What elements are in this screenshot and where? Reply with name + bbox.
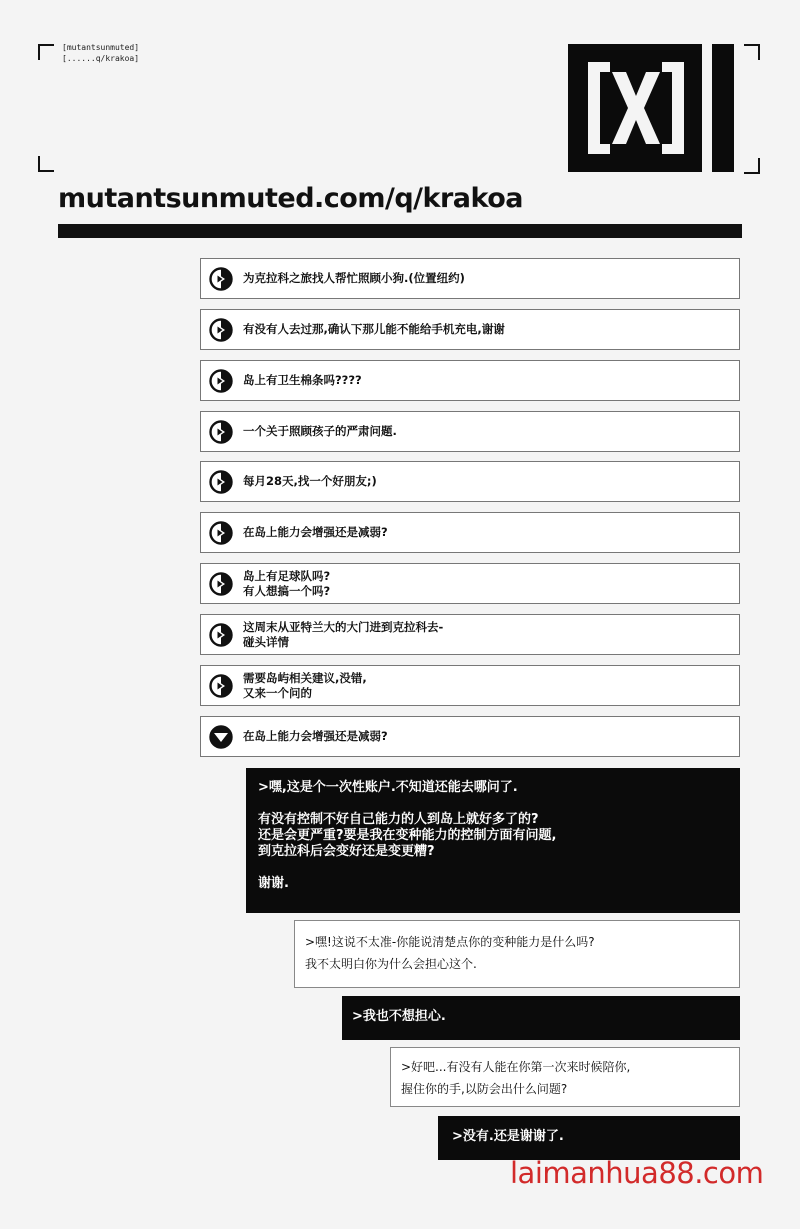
play-circle-icon[interactable]: [209, 521, 233, 545]
corner-bracket-bottom-left: [38, 156, 54, 172]
thread-item[interactable]: [200, 665, 740, 706]
thread-title: 为克拉科之旅找人帮忙照顾小狗.(位置纽约): [243, 271, 465, 285]
thread-title: 在岛上能力会增强还是减弱?: [243, 525, 388, 539]
play-circle-icon[interactable]: [209, 470, 233, 494]
play-circle-icon[interactable]: [209, 674, 233, 698]
thread-item[interactable]: [200, 309, 740, 350]
thread-item[interactable]: [200, 512, 740, 553]
thread-item[interactable]: [200, 614, 740, 655]
corner-bracket-top-right: [744, 44, 760, 60]
thread-title: 一个关于照顾孩子的严肃问题.: [243, 424, 397, 438]
reply-message: >好吧...有没有人能在你第一次来时候陪你, 握住你的手,以防会出什么问题?: [390, 1047, 740, 1107]
play-circle-icon[interactable]: [209, 369, 233, 393]
reply-message: >没有.还是谢谢了.: [438, 1116, 740, 1160]
site-meta: [62, 42, 139, 64]
expanded-circle-icon[interactable]: [209, 725, 233, 749]
reply-message: >嘿!这说不太准-你能说清楚点你的变种能力是什么吗? 我不太明白你为什么会担心这个.: [294, 920, 740, 988]
thread-item[interactable]: [200, 563, 740, 604]
meta-line-1: [mutantsunmuted]: [62, 43, 140, 52]
thread-title: 在岛上能力会增强还是减弱?: [243, 729, 388, 743]
thread-title: 每月28天,找一个好朋友;): [243, 474, 377, 488]
watermark: laimanhua88.com: [510, 1156, 764, 1190]
thread-title: 岛上有足球队吗? 有人想搞一个吗?: [243, 568, 331, 598]
play-circle-icon[interactable]: [209, 420, 233, 444]
play-circle-icon[interactable]: [209, 318, 233, 342]
reply-message: >嘿,这是个一次性账户.不知道还能去哪问了. 有没有控制不好自己能力的人到岛上就好多了的? 还是会更严重?要是我在变种能力的控制方面有问题, 到克拉科后会变好还是变更糟? 谢谢.: [246, 768, 740, 913]
page-url[interactable]: mutantsunmuted.com/q/krakoa: [58, 183, 524, 214]
thread-title: 需要岛屿相关建议,没错, 又来一个问的: [243, 670, 367, 700]
meta-line-2: [......q/krakoa]: [62, 54, 140, 63]
thread-item[interactable]: [200, 360, 740, 401]
thread-title: 有没有人去过那,确认下那儿能不能给手机充电,谢谢: [243, 322, 505, 336]
play-circle-icon[interactable]: [209, 623, 233, 647]
thread-title: 这周末从亚特兰大的大门进到克拉科去- 碰头详情: [243, 619, 444, 649]
thread-title: 岛上有卫生棉条吗????: [243, 373, 362, 387]
corner-bracket-top-left: [38, 44, 54, 60]
thread-item[interactable]: [200, 716, 740, 757]
thread-item[interactable]: [200, 258, 740, 299]
thread-item[interactable]: [200, 461, 740, 502]
corner-bracket-bottom-right: [744, 158, 760, 174]
play-circle-icon[interactable]: [209, 267, 233, 291]
reply-message: >我也不想担心.: [342, 996, 740, 1040]
x-logo-icon: [568, 44, 734, 172]
header-divider-bar: [58, 224, 742, 238]
play-circle-icon[interactable]: [209, 572, 233, 596]
thread-item[interactable]: [200, 411, 740, 452]
